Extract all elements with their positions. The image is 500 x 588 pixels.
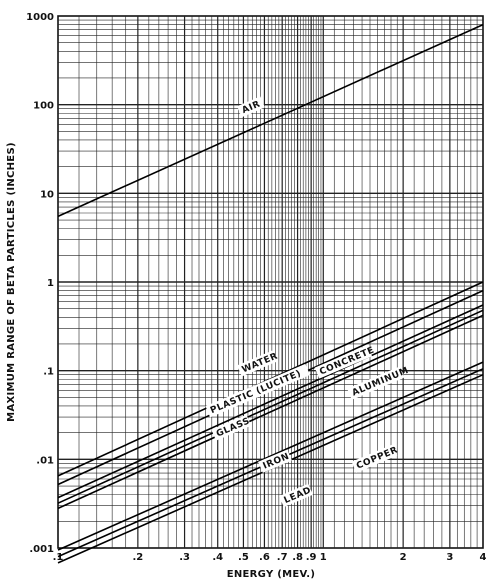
x-tick-label: .9 bbox=[305, 552, 317, 563]
y-tick-label: 1 bbox=[47, 278, 54, 289]
y-tick-label: .001 bbox=[29, 544, 54, 555]
series-label-group-aluminum bbox=[347, 364, 410, 400]
x-tick-label: .7 bbox=[276, 552, 288, 563]
series-label-group-copper bbox=[352, 443, 400, 472]
y-axis-label: MAXIMUM RANGE OF BETA PARTICLES (INCHES) bbox=[6, 142, 17, 422]
x-tick-label: .1 bbox=[52, 552, 64, 563]
series-label-glass: GLASS bbox=[214, 416, 252, 440]
series-label-water: WATER bbox=[240, 351, 280, 376]
series-line-glass bbox=[58, 310, 483, 503]
x-tick-label: .8 bbox=[292, 552, 303, 563]
series-label-copper: COPPER bbox=[355, 445, 400, 472]
x-tick-label: .3 bbox=[179, 552, 190, 563]
series-label-iron: IRON bbox=[261, 451, 292, 472]
y-tick-label: 10 bbox=[40, 189, 54, 201]
series-line-aluminum bbox=[58, 315, 483, 508]
series-label-group-iron bbox=[258, 449, 292, 472]
x-tick-label: 1 bbox=[319, 552, 327, 563]
series-label-lead: LEAD bbox=[282, 485, 314, 506]
series-label-aluminum: ALUMINUM bbox=[350, 365, 411, 399]
x-tick-label: .6 bbox=[259, 552, 270, 563]
series-label-group-lead bbox=[279, 484, 313, 507]
x-tick-label: .4 bbox=[212, 552, 224, 563]
y-tick-label: .1 bbox=[43, 366, 54, 378]
x-tick-label: .2 bbox=[132, 552, 144, 563]
x-tick-label: 4 bbox=[479, 552, 487, 563]
y-tick-label: 100 bbox=[33, 100, 54, 112]
series-label-concrete: CONCRETE bbox=[318, 345, 377, 378]
x-tick-label: 2 bbox=[399, 552, 407, 563]
x-tick-label: 3 bbox=[446, 552, 454, 563]
y-tick-label: .01 bbox=[36, 455, 54, 467]
series-label-air: AIR bbox=[240, 99, 263, 117]
x-tick-label: .5 bbox=[238, 552, 249, 563]
series-line-air bbox=[58, 25, 483, 217]
series-label-plastic-lucite: PLASTIC (LUCITE) bbox=[209, 368, 303, 417]
y-tick-label: 1000 bbox=[26, 12, 54, 23]
x-axis-label: ENERGY (MEV.) bbox=[226, 569, 316, 580]
